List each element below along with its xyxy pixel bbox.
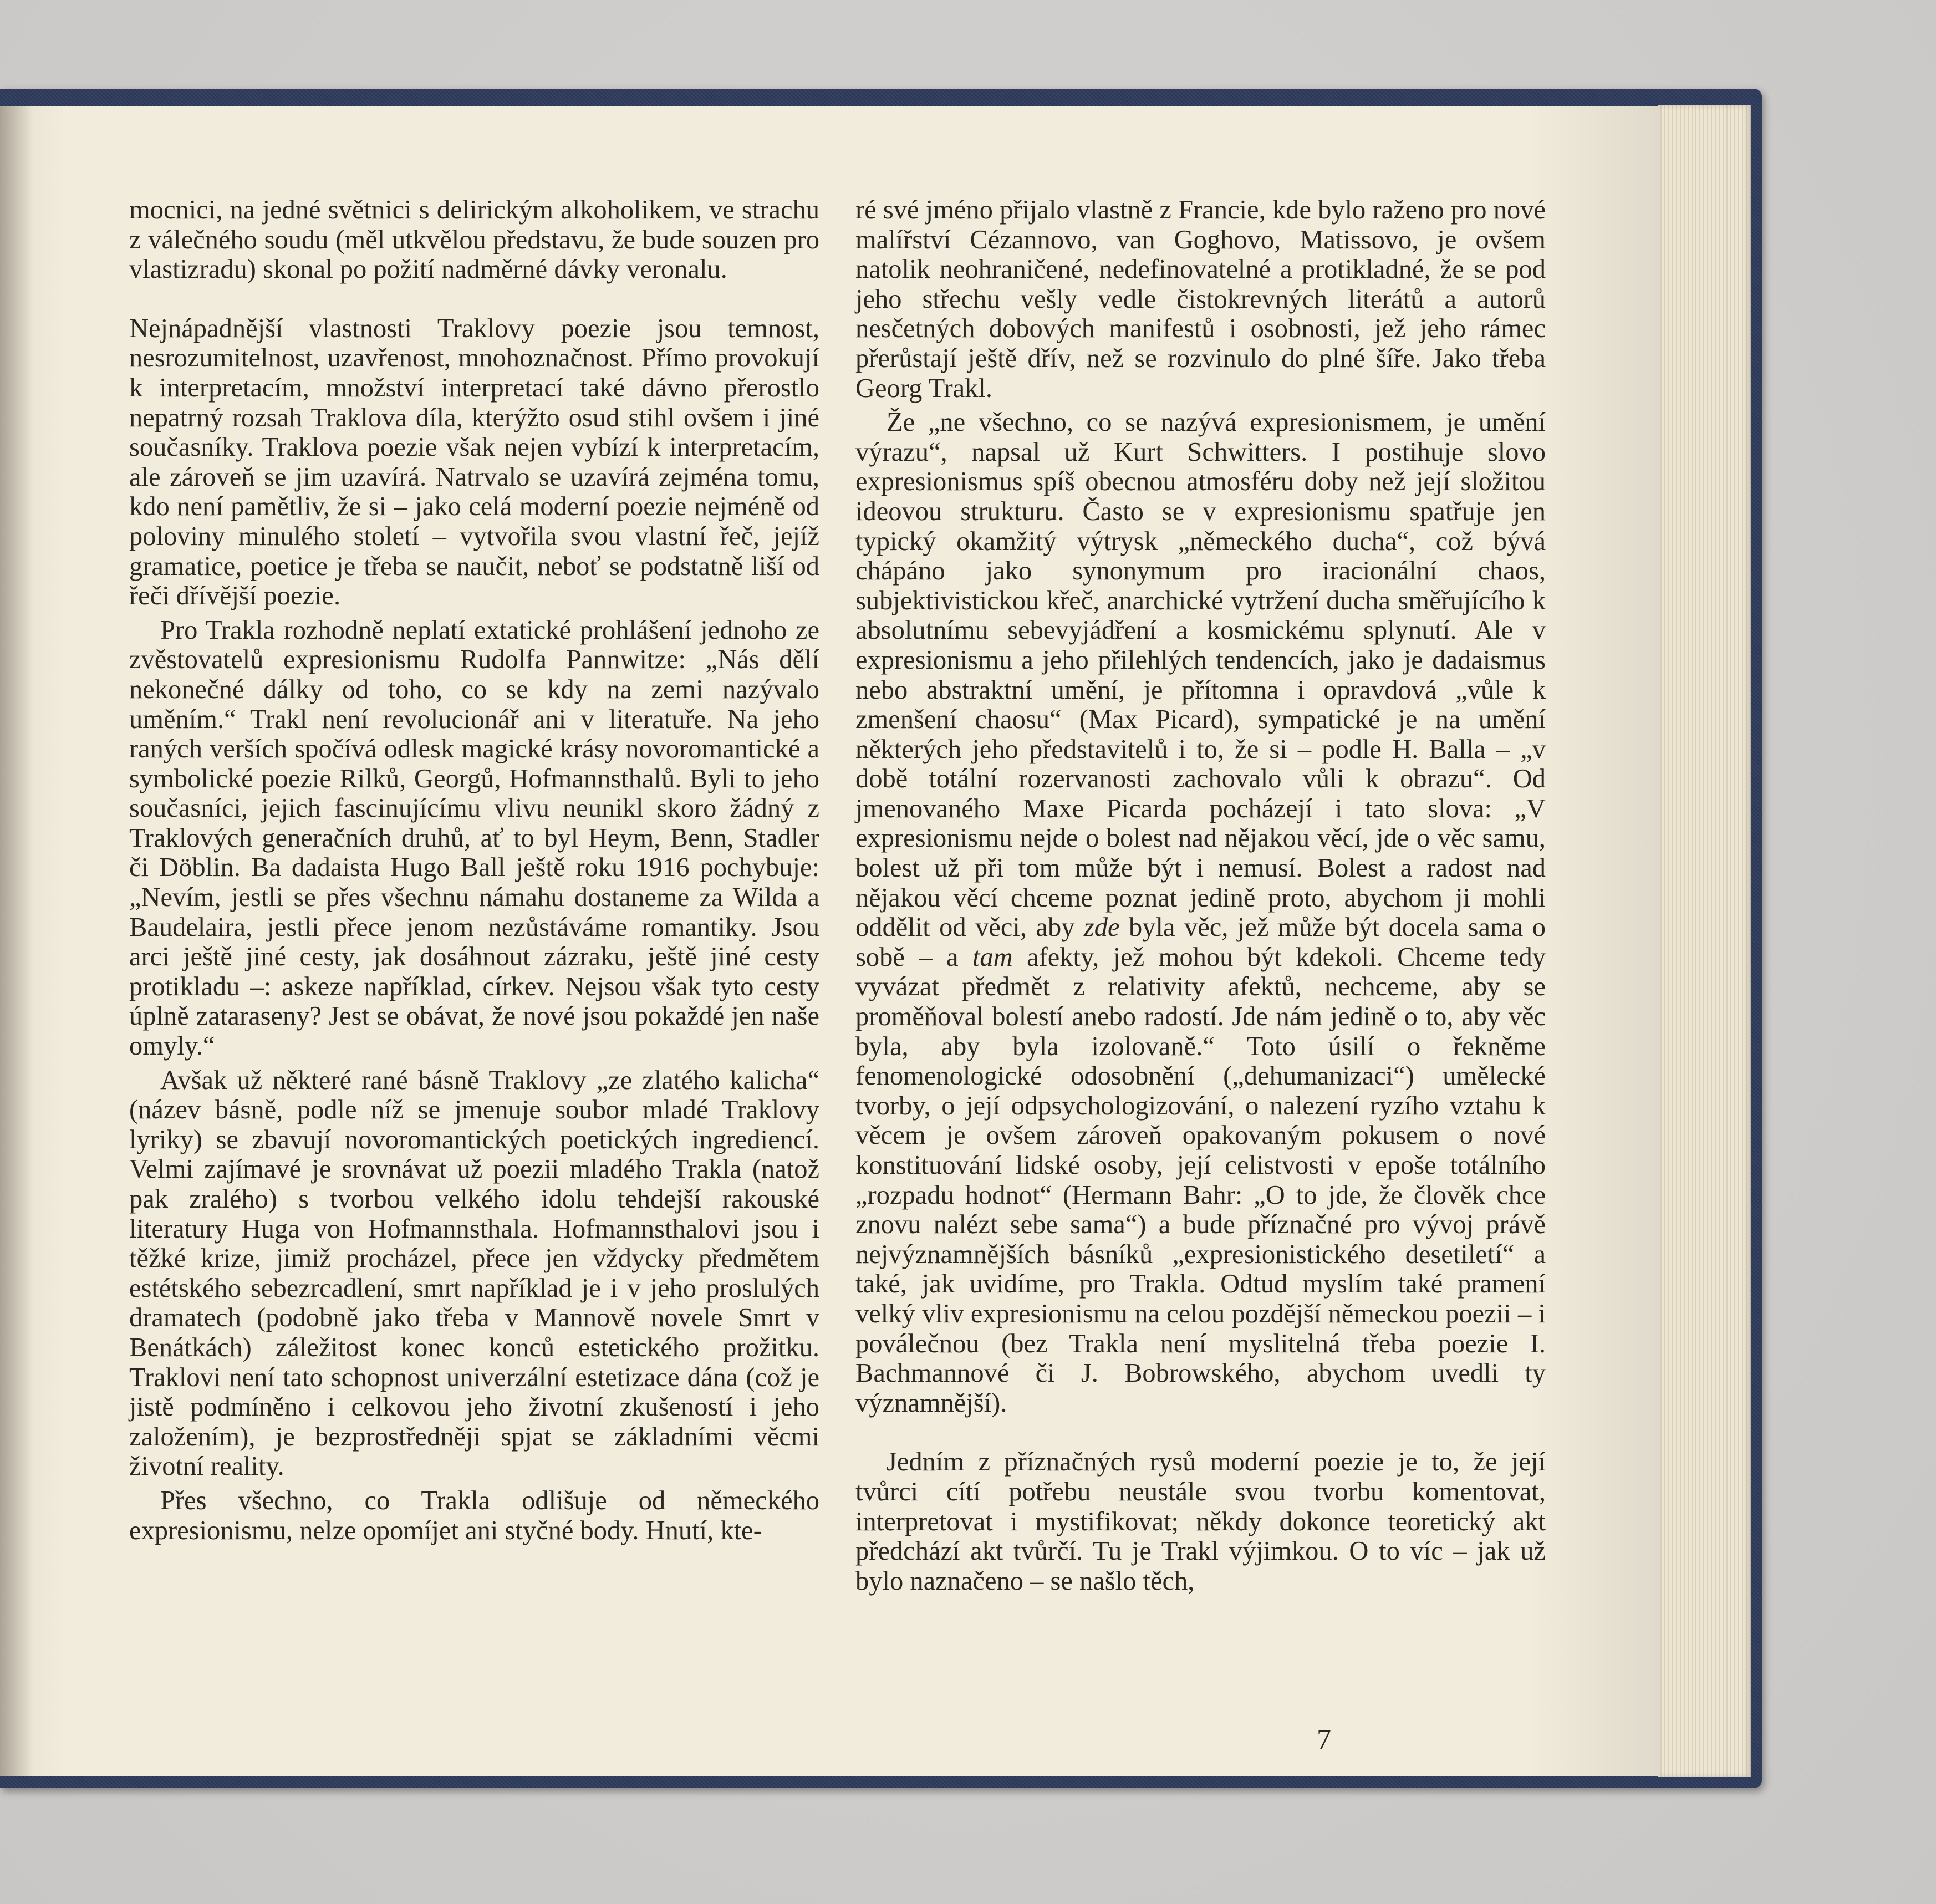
right-column (855, 195, 1546, 1596)
left-column (129, 195, 819, 1545)
paragraph: Avšak už některé rané básně Traklovy „ze zlatého kalicha“ (název básně, podle níž se jmenuje soubor mladé Traklovy lyriky) se zbavují novoromantických poetických ingrediencí. Velmi zajímavé je srovnávat už poezii mladého Trakla (natož pak zralého) s tvorbou velkého idolu tehdejší rakouské literatury Huga von Hofmannsthala. Hofmannsthalovi jsou i těžké krize, jimiž procházel, přece jen vždycky předmětem estétského sebezrcadlení, smrt například je i v jeho proslulých dramatech (podobně jako třeba v Mannově novele Smrt v Benátkách) záležitost konec konců estetického prožitku. Traklovi není tato schopnost univerzální estetizace dána (což je jistě podmíněno i celkovou jeho životní zkušeností i jeho založením), je bezprostředněji spjat se základními věcmi životní reality. (129, 1065, 819, 1482)
paragraph-text: afekty, jež mohou být kdekoli. Chceme tedy vyvázat předmět z relativity afektů, nechceme, aby se proměňoval bolestí anebo radostí. Jde nám jedině o to, aby věc byla, aby byla izolovaně.“ Toto úsilí o řekněme fenomenologické odosobnění („dehumanizaci“) umělecké tvorby, o její odpsychologizování, o nalezení ryzího vztahu k věcem je ovšem zároveň opakovaným pokusem o nové konstituování lidské osoby, její celistvosti v epoše totálního „rozpadu hodnot“ (Hermann Bahr: „O to jde, že člověk chce znovu nalézt sebe sama“) a bude příznačné pro vývoj právě nejvýznamnějších básníků „expresionistického desetiletí“ a také, jak uvidíme, pro Trakla. Odtud myslím také pramení velký vliv expresionismu na celou pozdější německou poezii – i poválečnou (bez Trakla není myslitelná třeba poezie I. Bachmannové či J. Bobrowského, abychom uvedli ty významnější). (855, 942, 1546, 1418)
paragraph-text: Že „ne všechno, co se nazývá expresionismem, je umění výrazu“, napsal už Kurt Schwitters. I postihuje slovo expresionismus spíš obecnou atmosféru doby než její složitou ideovou strukturu. Často se v expresionismu spatřuje jen typický okamžitý výtrysk „německého ducha“, což bývá chápáno jako synonymum pro iracionální chaos, subjektivistickou křeč, anarchické vytržení ducha směřujícího k absolutnímu sebevyjádření a kosmickému splynutí. Ale v expresionismu a jeho přilehlých tendencích, jako je dadaismus nebo abstraktní umění, je přítomna i opravdová „vůle k zmenšení chaosu“ (Max Picard), sympatické je na umění některých jeho představitelů i to, že si – podle H. Balla – „v době totální rozervanosti zachovalo vůli k obrazu“. Od jmenovaného Maxe Picarda pocházejí i tato slova: „V expresionismu nejde o bolest nad nějakou věcí, jde o věc samu, bolest už při tom může být i nemusí. Bolest a radost nad nějakou věcí chceme poznat jedině proto, abychom ji mohli oddělit od věci, aby (855, 408, 1546, 943)
paragraph (855, 408, 1546, 1418)
paragraph: Jedním z příznačných rysů moderní poezie je to, že její tvůrci cítí potřebu neustále svou tvorbu komentovat, interpretovat i mystifikovat; někdy dokonce teoretický akt předchází akt tvůrčí. Tu je Trakl výjimkou. O to víc – jak už bylo naznačeno – se našlo těch, (855, 1447, 1546, 1596)
paragraph-text: byla věc, jež může být docela sama o sobě – a (855, 913, 1546, 972)
paragraph: Nejnápadnější vlastnosti Traklovy poezie jsou temnost, nesrozumitelnost, uzavřenost, mnohoznačnost. Přímo provokují k interpretacím, množství interpretací také dávno přerostlo nepatrný rozsah Traklova díla, kterýžto osud stihl ovšem i jiné současníky. Traklova poezie však nejen vybízí k interpretacím, ale zároveň se jim uzavírá. Natrvalo se uzavírá zejména tomu, kdo není pamětliv, že si – jako celá moderní poezie nejméně od poloviny minulého století – vytvořila svou vlastní řeč, jejíž gramatice, poetice je třeba se naučit, neboť se podstatně liší od řeči dřívější poezie. (129, 313, 819, 611)
paragraph: Pro Trakla rozhodně neplatí extatické prohlášení jednoho ze zvěstovatelů expresionismu Rudolfa Pannwitze: „Nás dělí nekonečné dálky od toho, co se kdy na zemi nazývalo uměním.“ Trakl není revolucionář ani v literatuře. Na jeho raných verších spočívá odlesk magické krásy novoromantické a symbolické poezie Rilků, Georgů, Hofmannsthalů. Byli to jeho současníci, jejich fascinujícímu vlivu neunikl skoro žádný z Traklových generačních druhů, ať to byl Heym, Benn, Stadler či Döblin. Ba dadaista Hugo Ball ještě roku 1916 pochybuje: „Nevím, jestli se přes všechnu námahu dostaneme za Wilda a Baudelaira, jestli přece jenom nezůstáváme romantiky. Jsou arci ještě jiné cesty, jak dosáhnout zázraku, ještě jiné cesty protikladu –: askeze například, církev. Nejsou však tyto cesty úplně zataraseny? Jest se obávat, že nové jsou pokaždé jen naše omyly.“ (129, 615, 819, 1061)
gutter-shadow (0, 106, 33, 1776)
paragraph: ré své jméno přijalo vlastně z Francie, kde bylo raženo pro nové malířství Cézannovo, van Goghovo, Matissovo, je ovšem natolik neohraničené, nedefinovatelné a protikladné, že se pod jeho střechu vešly vedle čistokrevných literátů a autorů nesčetných dobových manifestů i osobnosti, jež jeho rámec přerůstají ještě dřív, než se rozvinulo do plné šíře. Jako třeba Georg Trakl. (855, 195, 1546, 403)
paragraph: mocnici, na jedné světnici s delirickým alkoholikem, ve strachu z válečného soudu (měl utkvělou představu, že bude souzen pro vlastizradu) skonal po požití nadměrné dávky veronalu. (129, 195, 819, 284)
page-number: 7 (1317, 1724, 1331, 1755)
italic-word: zde (1083, 913, 1120, 943)
page-edges (1658, 105, 1751, 1777)
paragraph: Přes všechno, co Trakla odlišuje od německého expresionismu, nelze opomíjet ani styčné body. Hnutí, kte- (129, 1485, 819, 1545)
italic-word: tam (972, 942, 1013, 972)
